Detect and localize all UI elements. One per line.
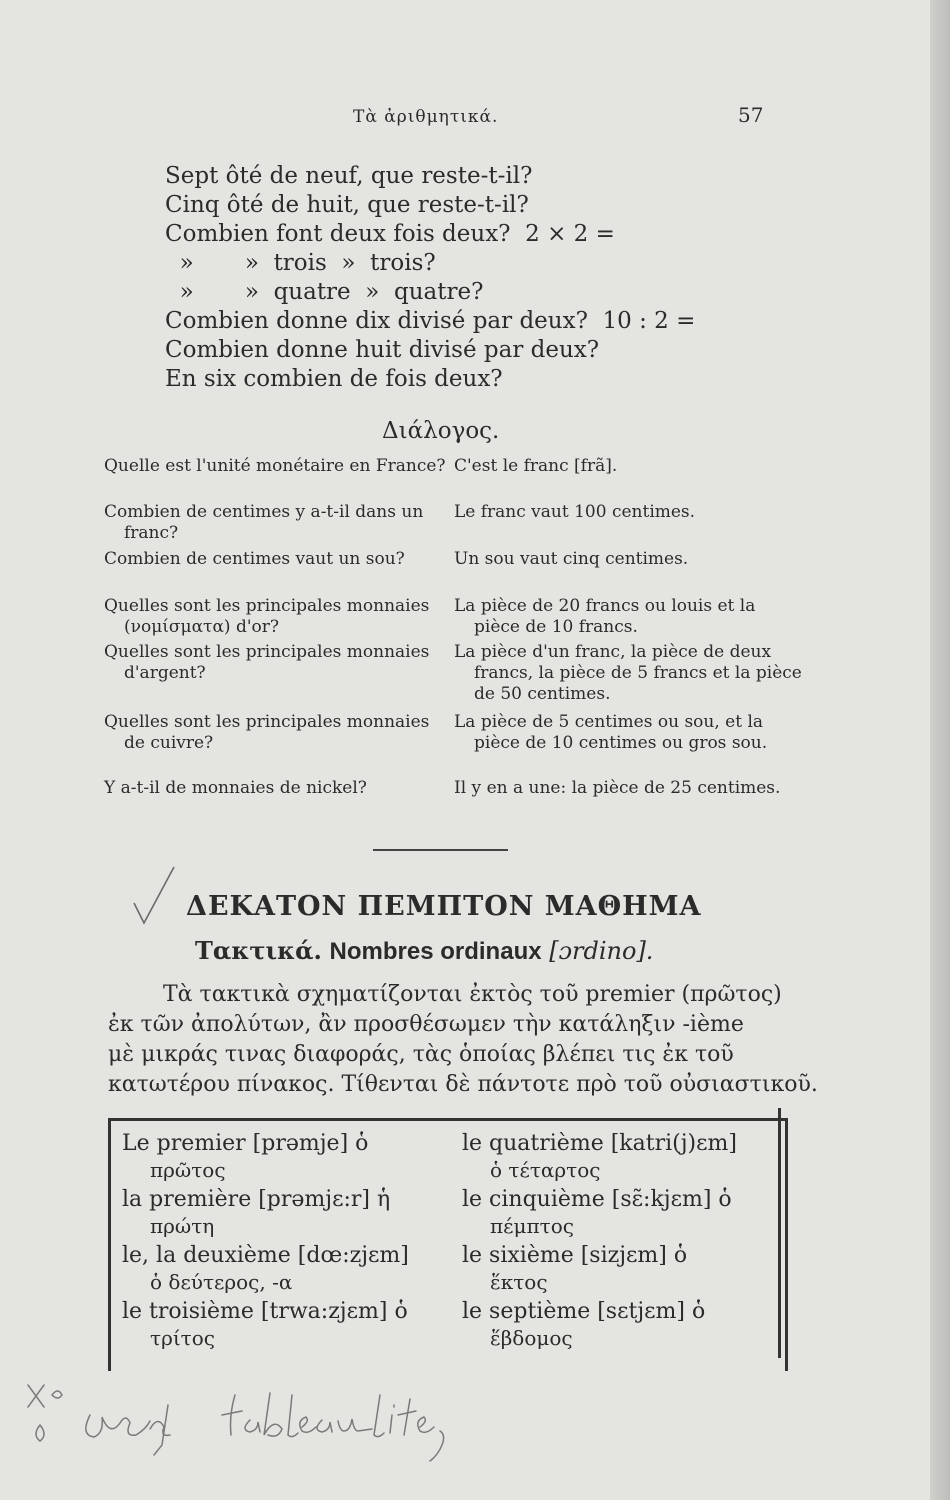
ordinal-greek: ὁ τέταρτος [490, 1158, 601, 1182]
ordinal-entry [462, 1186, 777, 1242]
ordinal-entry [462, 1298, 777, 1354]
ordinal-french: le cinquième [sɛ̃:kjɛm] ὁ [462, 1187, 732, 1212]
question-line: » » quatre » quatre? [165, 279, 484, 305]
dialogue-question: Quelles sont les principales monnaies de cuivre? [104, 712, 430, 753]
question-line: » » trois » trois? [165, 250, 436, 276]
ordinal-greek: ὁ δεύτερος, -α [150, 1270, 293, 1294]
subtitle-phonetic: [ɔrdino]. [549, 937, 654, 965]
running-title: Τὰ ἀριθμητικά. [353, 107, 499, 127]
pencil-check-mark-icon [130, 865, 180, 935]
dialogue-question: Quelles sont les principales monnaies (νομίσματα) d'or? [104, 596, 430, 637]
ordinal-french: le, la deuxième [dœ:zjɛm] [122, 1243, 409, 1268]
paragraph-line: κατωτέρου πίνακος. Τίθενται δὲ πάντοτε πρὸ τοῦ οὐσιαστικοῦ. [108, 1072, 818, 1097]
ordinal-french: la première [prəmjɛ:r] ἡ [122, 1187, 391, 1212]
dialogue-question: Combien de centimes vaut un sou? [104, 549, 405, 569]
ordinal-french: le septième [sɛtjɛm] ὁ [462, 1299, 706, 1324]
ordinal-greek: τρίτος [150, 1326, 215, 1350]
handwritten-pencil-note [0, 1365, 520, 1475]
dialogue-answer: La pièce d'un franc, la pièce de deux francs, la pièce de 5 francs et la pièce de 50 centimes. [454, 642, 802, 704]
ordinal-greek: πέμπτος [490, 1214, 574, 1238]
subtitle-greek: Τακτικά. [195, 936, 322, 965]
page-edge [930, 0, 950, 1500]
ordinal-french: le troisième [trwa:zjɛm] ὁ [122, 1299, 408, 1324]
ordinal-greek: ἕκτος [490, 1270, 548, 1294]
ordinals-left-column [122, 1130, 442, 1354]
ordinal-greek: πρώτη [150, 1214, 215, 1238]
ordinal-greek: ἕβδομος [490, 1326, 573, 1350]
dialogue-answer: La pièce de 20 francs ou louis et la pièce de 10 francs. [454, 596, 756, 637]
question-line: Sept ôté de neuf, que reste-t-il? [165, 163, 533, 189]
lesson-paragraph [108, 980, 818, 1100]
ordinal-french: le sixième [sizjɛm] ὁ [462, 1243, 688, 1268]
ordinal-french: le quatrième [katri(j)ɛm] [462, 1131, 737, 1156]
question-line: Combien donne huit divisé par deux? [165, 337, 600, 363]
ordinal-entry [462, 1130, 777, 1186]
dialogue-answer: Un sou vaut cinq centimes. [454, 549, 689, 569]
section-divider [373, 849, 508, 851]
ordinal-french: Le premier [prəmje] ὁ [122, 1131, 369, 1156]
ordinal-entry [122, 1130, 442, 1186]
arithmetic-questions [165, 162, 695, 394]
page-number: 57 [738, 103, 764, 127]
paragraph-line: μὲ μικράς τινας διαφοράς, τὰς ὁποίας βλέπει τις ἐκ τοῦ [108, 1042, 734, 1067]
dialogue-heading: Διάλογος. [382, 418, 500, 444]
subtitle-french: Nombres ordinaux [329, 938, 542, 965]
ordinal-entry [122, 1298, 442, 1354]
dialogue-answer: Il y en a une: la pièce de 25 centimes. [454, 778, 781, 798]
question-line: Combien font deux fois deux? 2 × 2 = [165, 221, 615, 247]
ordinal-greek: πρῶτος [150, 1158, 226, 1182]
table-right-rule [778, 1108, 781, 1358]
dialogue-question: Combien de centimes y a-t-il dans un franc? [104, 502, 424, 543]
dialogue-answer: C'est le franc [frã]. [454, 456, 618, 476]
question-line: Cinq ôté de huit, que reste-t-il? [165, 192, 529, 218]
running-head [0, 103, 930, 133]
dialogue-question: Y a-t-il de monnaies de nickel? [104, 778, 367, 798]
dialogue-answer: La pièce de 5 centimes ou sou, et la pièce de 10 centimes ou gros sou. [454, 712, 768, 753]
ordinal-entry [462, 1242, 777, 1298]
paragraph-line: ἐκ τῶν ἀπολύτων, ἂν προσθέσωμεν τὴν κατάληξιν -ième [108, 1012, 744, 1037]
question-line: Combien donne dix divisé par deux? 10 : 2 = [165, 308, 696, 334]
dialogue-question: Quelles sont les principales monnaies d'argent? [104, 642, 430, 683]
lesson-subtitle [195, 936, 653, 966]
ordinal-entry [122, 1186, 442, 1242]
dialogue-answer: Le franc vaut 100 centimes. [454, 502, 696, 522]
question-line: En six combien de fois deux? [165, 366, 503, 392]
lesson-title: ΔΕΚΑΤΟΝ ΠΕΜΠΤΟΝ ΜΑΘΗΜΑ [186, 891, 702, 922]
dialogue-question: Quelle est l'unité monétaire en France? [104, 456, 446, 476]
paragraph-line: Τὰ τακτικὰ σχηματίζονται ἐκτὸς τοῦ premier (πρῶτος) [163, 982, 782, 1007]
ordinals-right-column [462, 1130, 777, 1354]
ordinal-entry [122, 1242, 442, 1298]
